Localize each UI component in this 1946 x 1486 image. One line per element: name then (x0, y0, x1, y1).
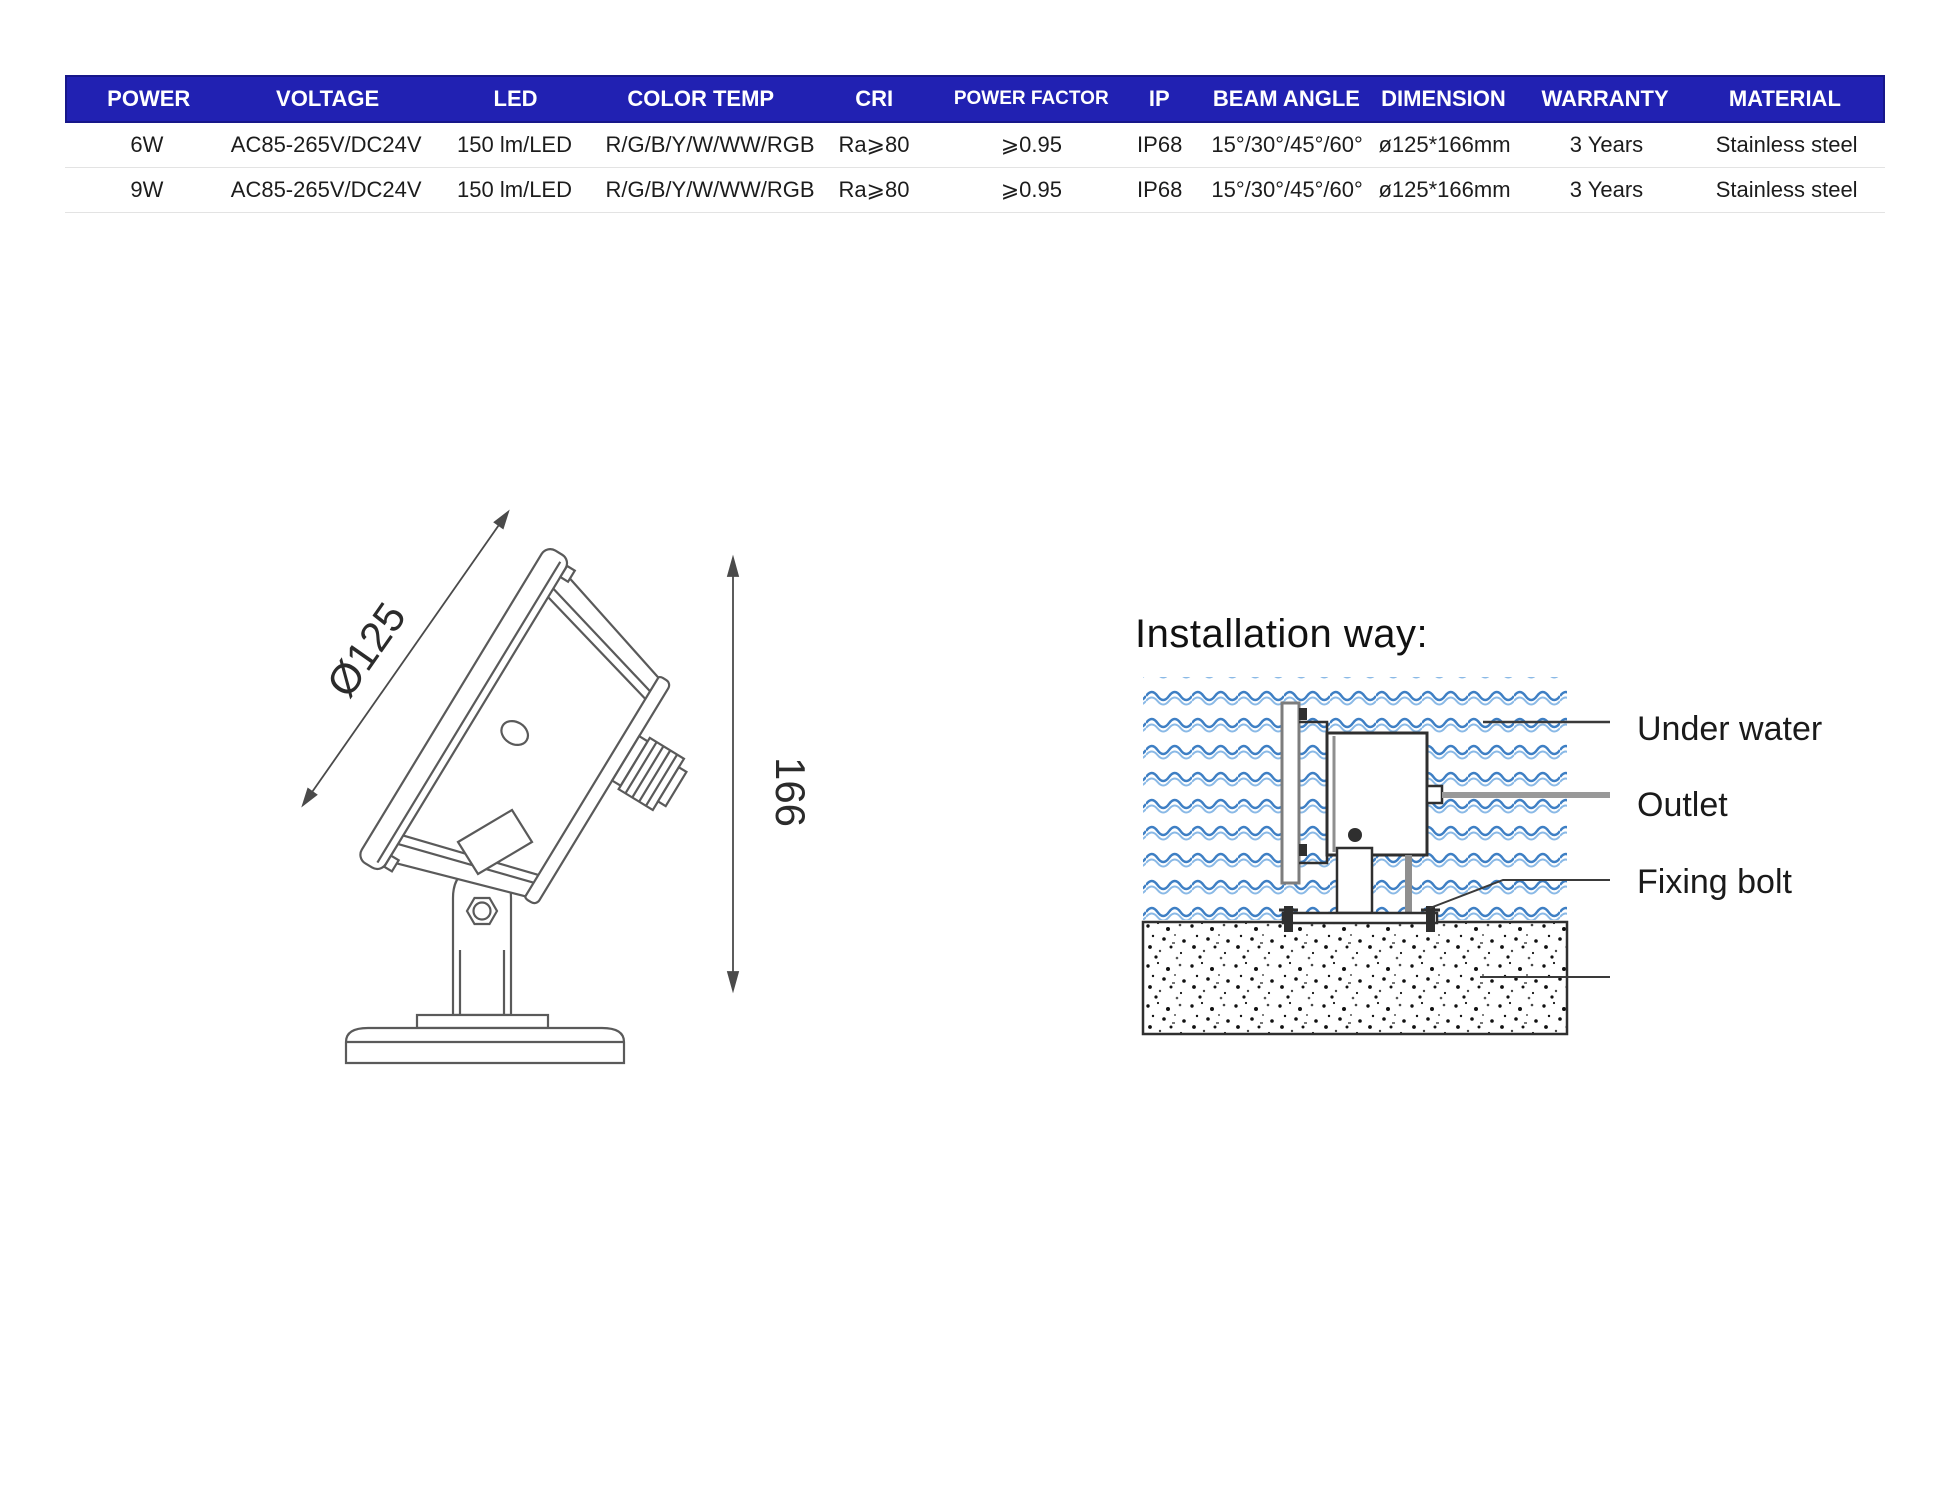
table-row-6w (65, 123, 1885, 168)
cell-color-temp: R/G/B/Y/W/WW/RGB (605, 177, 815, 202)
cell-dimension: ø125*166mm (1378, 177, 1511, 202)
cell-warranty: 3 Years (1569, 132, 1644, 157)
cell-cri: Ra⩾80 (838, 132, 910, 157)
product-dimension-drawing (260, 390, 820, 1150)
cell-ip: IP68 (1137, 177, 1183, 202)
spec-table-header-row (65, 75, 1885, 123)
cell-cri: Ra⩾80 (838, 177, 910, 202)
header-power-factor: POWER FACTOR (953, 88, 1109, 109)
diameter-dimension-label: Ø125 (317, 594, 415, 706)
cell-material: Stainless steel (1715, 177, 1858, 202)
cell-voltage: AC85-265V/DC24V (230, 132, 422, 157)
header-cri: CRI (855, 86, 894, 111)
header-color-temp: COLOR TEMP (627, 86, 775, 111)
cell-material: Stainless steel (1715, 132, 1858, 157)
header-voltage: VOLTAGE (276, 86, 380, 111)
cell-beam-angle: 15°/30°/45°/60° (1211, 177, 1363, 202)
cell-warranty: 3 Years (1569, 177, 1644, 202)
cell-power-factor: ⩾0.95 (1000, 132, 1063, 157)
header-material: MATERIAL (1728, 86, 1841, 111)
header-led: LED (493, 86, 538, 111)
table-row-9w (65, 168, 1885, 213)
cell-voltage: AC85-265V/DC24V (230, 177, 422, 202)
cell-power-factor: ⩾0.95 (1000, 177, 1063, 202)
installation-diagram (1100, 600, 1946, 1060)
height-dimension-label: 166 (767, 756, 814, 828)
spec-table (65, 75, 1885, 213)
header-dimension: DIMENSION (1381, 86, 1506, 111)
cell-ip: IP68 (1137, 132, 1183, 157)
label-fixing-bolt: Fixing bolt (1637, 863, 1792, 901)
installation-title: Installation way: (1135, 612, 1429, 656)
cell-power: 9W (130, 177, 164, 202)
cell-power: 6W (130, 132, 164, 157)
label-under-water: Under water (1637, 710, 1823, 748)
cell-led: 150 lm/LED (457, 132, 572, 157)
cell-beam-angle: 15°/30°/45°/60° (1211, 132, 1363, 157)
header-beam-angle: BEAM ANGLE (1212, 86, 1360, 111)
cell-dimension: ø125*166mm (1378, 132, 1511, 157)
header-ip: IP (1148, 86, 1170, 111)
header-power: POWER (107, 86, 191, 111)
header-warranty: WARRANTY (1541, 86, 1669, 111)
cell-led: 150 lm/LED (457, 177, 572, 202)
cell-color-temp: R/G/B/Y/W/WW/RGB (605, 132, 815, 157)
label-outlet: Outlet (1637, 786, 1728, 824)
